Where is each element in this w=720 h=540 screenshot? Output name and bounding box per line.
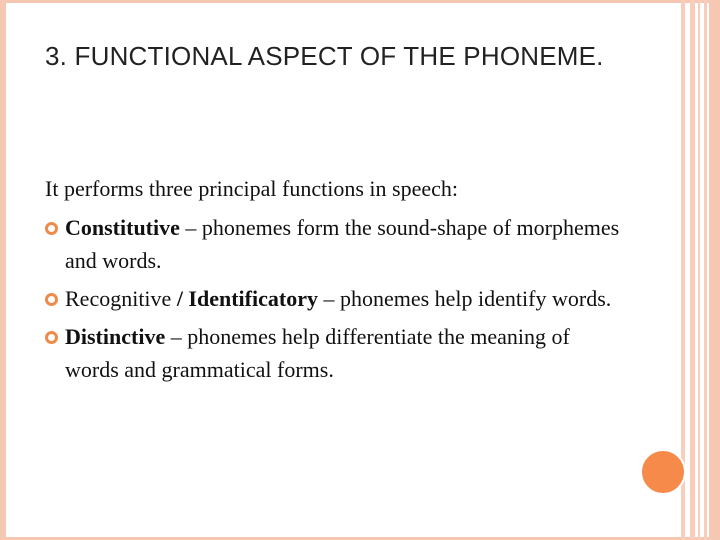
right-stripe: [698, 0, 700, 540]
function-term: Distinctive: [65, 324, 166, 349]
top-border: [0, 0, 720, 3]
orange-circle-icon: [640, 449, 686, 495]
intro-text: It performs three principal functions in speech:: [45, 176, 458, 201]
slide-body: [45, 172, 625, 391]
list-item: [45, 320, 625, 386]
right-stripe: [704, 0, 707, 540]
list-item: [45, 282, 625, 315]
function-description: – phonemes form the sound-shape of morphemes and words.: [65, 215, 620, 273]
left-border: [0, 0, 6, 540]
right-stripe: [690, 0, 695, 540]
ring-bullet-icon: [45, 331, 58, 344]
ring-bullet-icon: [45, 222, 58, 235]
functions-list: [45, 211, 625, 386]
ring-bullet-icon: [45, 293, 58, 306]
list-item: [45, 211, 625, 277]
function-description: – phonemes help differentiate the meaning of words and grammatical forms.: [65, 324, 570, 382]
right-stripe: [709, 0, 720, 540]
function-term: Constitutive: [65, 215, 180, 240]
function-description: – phonemes help identify words.: [317, 286, 612, 311]
function-term: / Identificatory: [176, 286, 318, 311]
function-term-plain: Recognitive: [65, 286, 177, 311]
slide-title: 3. FUNCTIONAL ASPECT OF THE PHONEME.: [45, 41, 604, 71]
